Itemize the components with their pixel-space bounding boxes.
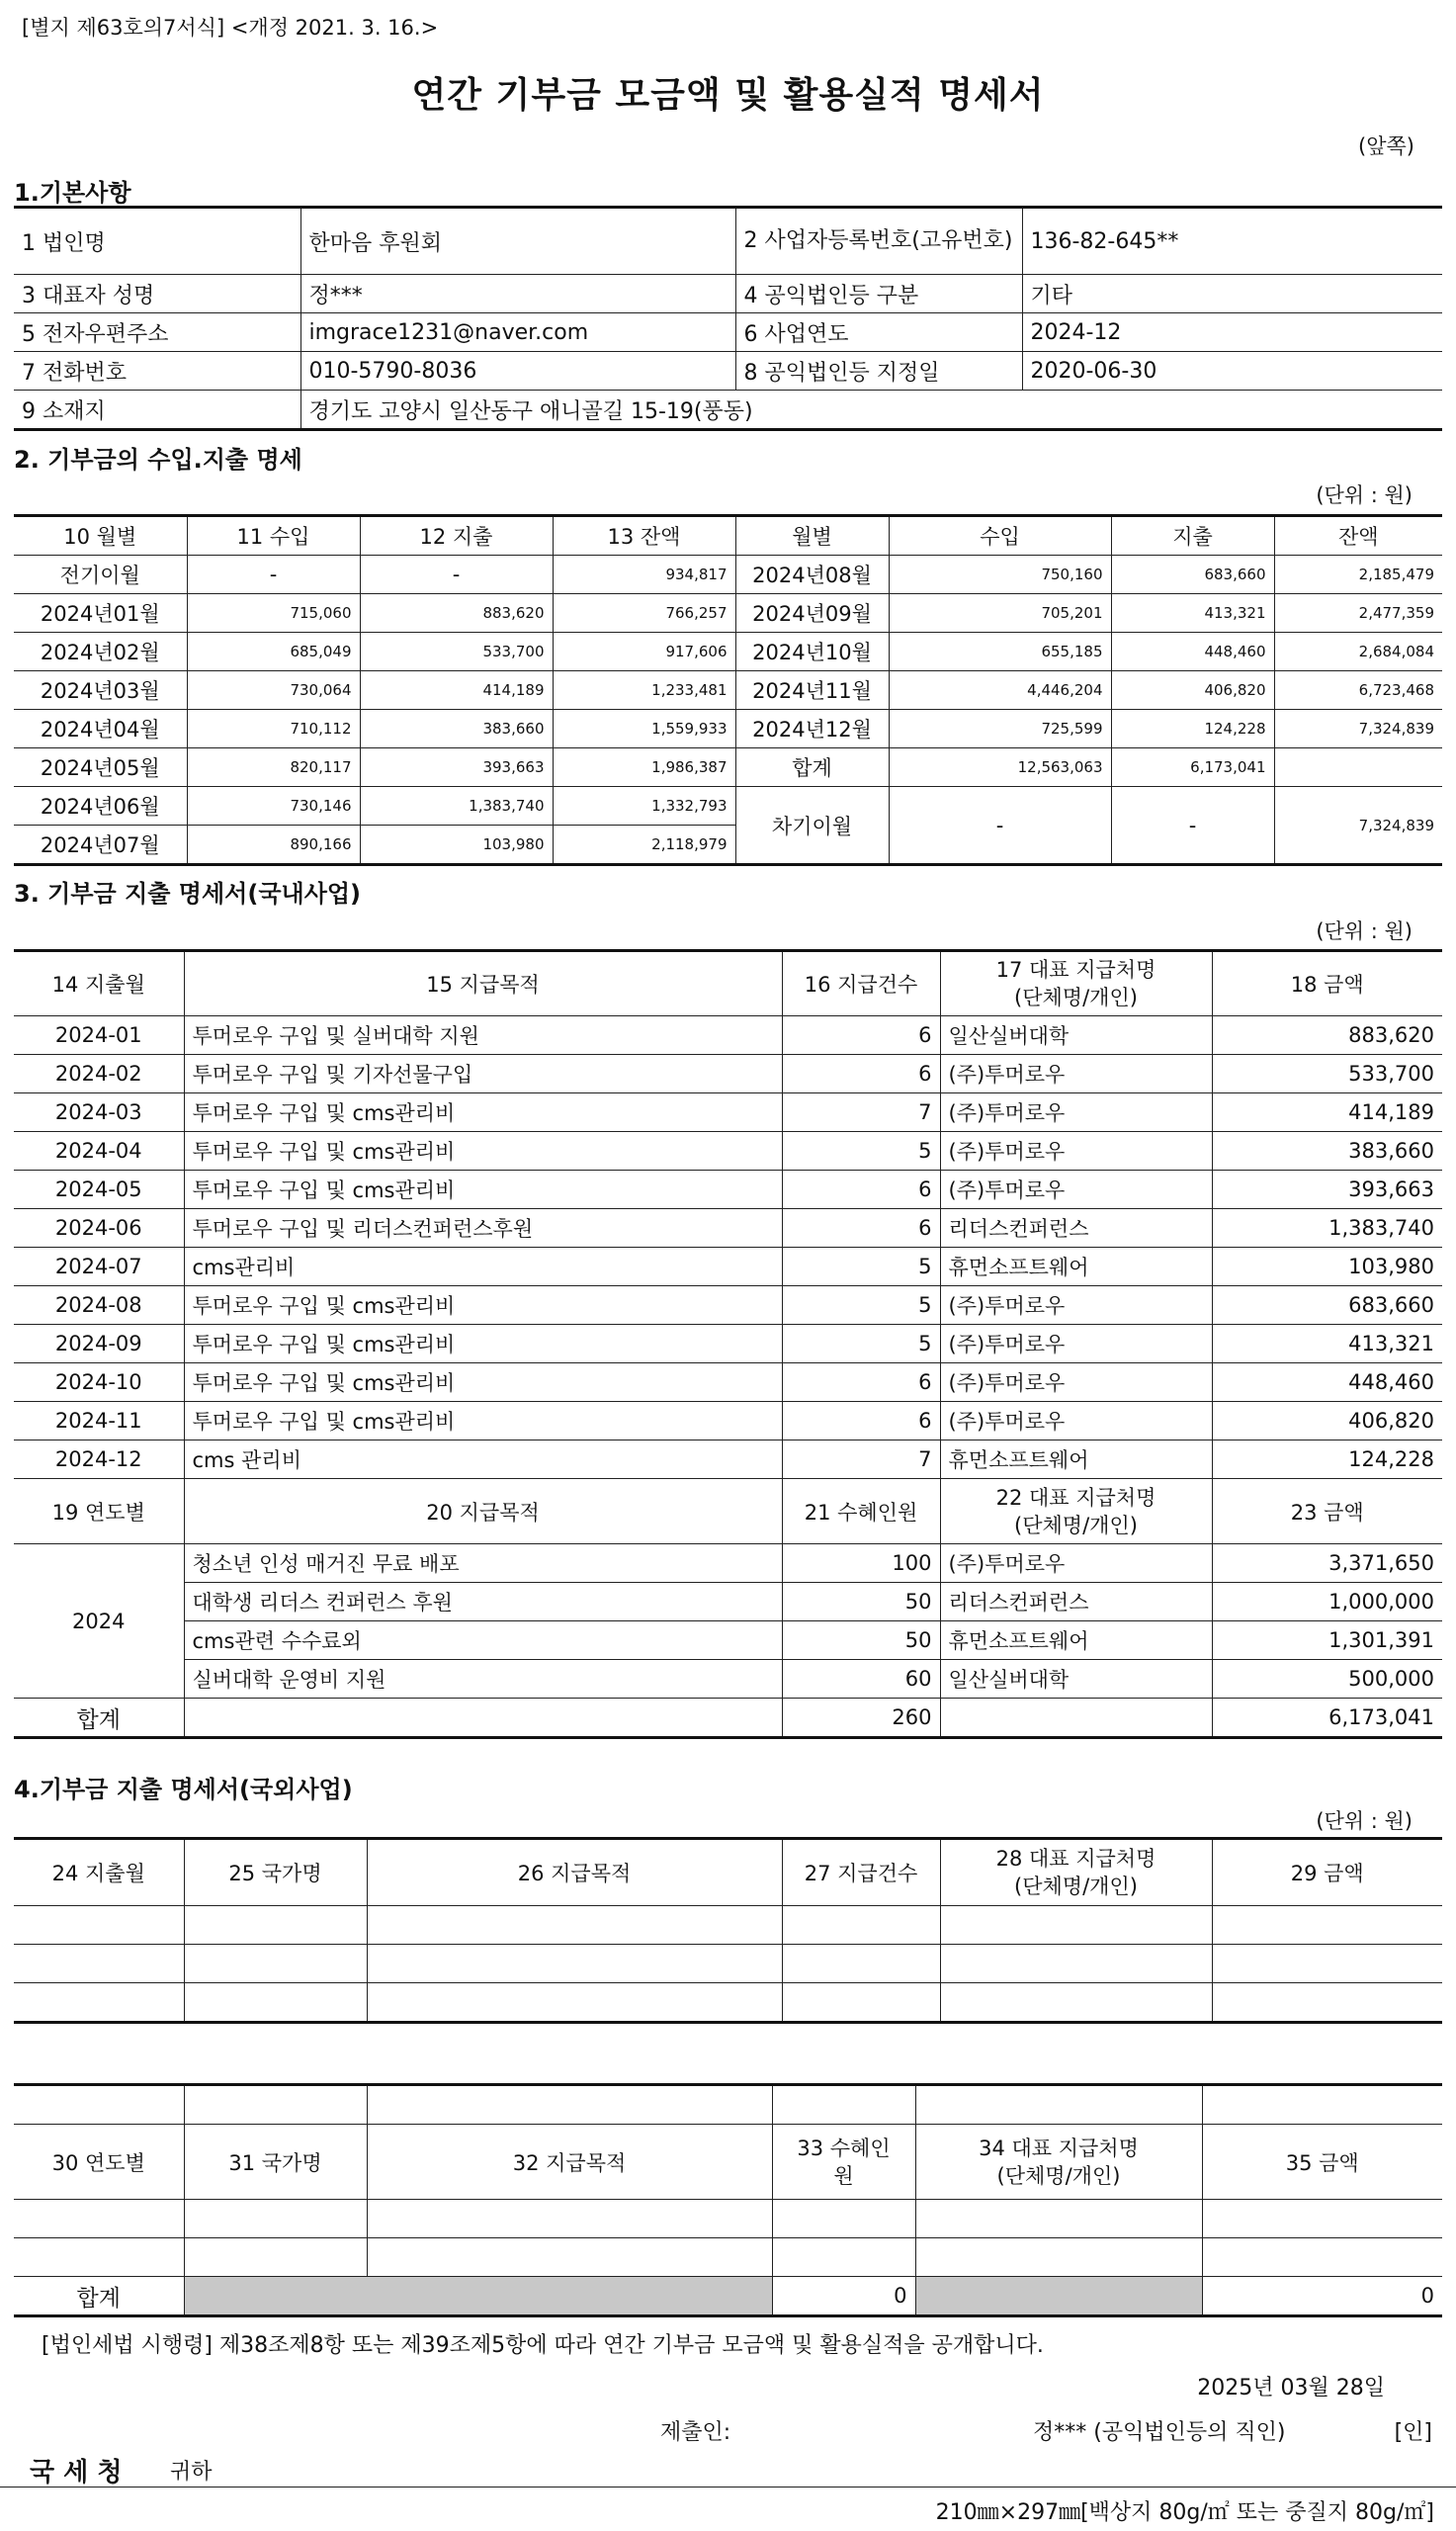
expense-cell: 1,383,740 bbox=[360, 787, 553, 826]
payee-cell: 휴먼소프트웨어 bbox=[940, 1248, 1212, 1286]
col-header: 32 지급목적 bbox=[367, 2125, 772, 2200]
table-row bbox=[14, 671, 1442, 710]
col-header: 30 연도별 bbox=[14, 2125, 184, 2200]
total-gray-cell bbox=[184, 2277, 772, 2316]
amount-cell: 383,660 bbox=[1212, 1132, 1442, 1171]
payee-cell: (주)투머로우 bbox=[940, 1171, 1212, 1209]
col-header: 21 수혜인원 bbox=[782, 1479, 940, 1544]
corp-type-value: 기타 bbox=[1022, 275, 1442, 313]
payee-cell: (주)투머로우 bbox=[940, 1402, 1212, 1440]
income-cell: 750,160 bbox=[889, 556, 1111, 594]
section-4-unit: (단위 : 원) bbox=[1316, 1809, 1413, 1833]
col-header: 수입 bbox=[889, 516, 1111, 556]
amount-cell: 414,189 bbox=[1212, 1093, 1442, 1132]
carry-forward-expense: - bbox=[1111, 787, 1274, 865]
table-row bbox=[14, 1132, 1442, 1171]
count-cell: 5 bbox=[782, 1325, 940, 1363]
month-cell: 2024년10월 bbox=[735, 633, 889, 671]
income-cell: 730,146 bbox=[187, 787, 360, 826]
month-cell: 2024-07 bbox=[14, 1248, 184, 1286]
col-header: 22 대표 지급처명 (단체명/개인) bbox=[940, 1479, 1212, 1544]
payee-cell: (주)투머로우 bbox=[940, 1325, 1212, 1363]
income-cell: 820,117 bbox=[187, 748, 360, 787]
expense-cell: 883,620 bbox=[360, 594, 553, 633]
purpose-cell: cms 관리비 bbox=[184, 1440, 782, 1479]
income-cell: 710,112 bbox=[187, 710, 360, 748]
section-4-title: 4.기부금 지출 명세서(국외사업) bbox=[14, 1776, 353, 1803]
col-header: 28 대표 지급처명 (단체명/개인) bbox=[940, 1839, 1212, 1906]
balance-cell: 934,817 bbox=[553, 556, 735, 594]
month-cell: 2024년05월 bbox=[14, 748, 187, 787]
payee-cell: 리더스컨퍼런스 bbox=[940, 1209, 1212, 1248]
month-cell: 2024년03월 bbox=[14, 671, 187, 710]
amount-cell: 124,228 bbox=[1212, 1440, 1442, 1479]
col-header: 10 월별 bbox=[14, 516, 187, 556]
carry-forward-balance: 7,324,839 bbox=[1274, 787, 1442, 865]
payee-cell: (주)투머로우 bbox=[940, 1286, 1212, 1325]
payee-cell: (주)투머로우 bbox=[940, 1093, 1212, 1132]
amount-cell: 500,000 bbox=[1212, 1660, 1442, 1699]
amount-cell: 1,383,740 bbox=[1212, 1209, 1442, 1248]
table-row bbox=[14, 1660, 1442, 1699]
col-header: 16 지급건수 bbox=[782, 951, 940, 1016]
expense-cell: 393,663 bbox=[360, 748, 553, 787]
count-cell: 6 bbox=[782, 1209, 940, 1248]
purpose-cell: cms관련 수수료외 bbox=[184, 1621, 782, 1660]
amount-cell: 1,000,000 bbox=[1212, 1583, 1442, 1621]
expense-cell: 406,820 bbox=[1111, 671, 1274, 710]
expense-cell: - bbox=[360, 556, 553, 594]
corp-name-value: 한마음 후원회 bbox=[300, 208, 735, 275]
table-row bbox=[14, 1363, 1442, 1402]
col-header: 18 금액 bbox=[1212, 951, 1442, 1016]
submitter-label: 제출인: bbox=[660, 2420, 731, 2445]
section-2-unit: (단위 : 원) bbox=[1316, 483, 1413, 507]
total-gray-cell bbox=[915, 2277, 1202, 2316]
phone-label: 7 전화번호 bbox=[14, 352, 300, 391]
section-3-title: 3. 기부금 지출 명세서(국내사업) bbox=[14, 880, 362, 908]
month-cell: 2024년07월 bbox=[14, 826, 187, 865]
month-cell: 2024-02 bbox=[14, 1055, 184, 1093]
purpose-cell: 투머로우 구입 및 기자선물구입 bbox=[184, 1055, 782, 1093]
col-header: 34 대표 지급처명 (단체명/개인) bbox=[915, 2125, 1202, 2200]
address-label: 9 소재지 bbox=[14, 391, 300, 430]
payee-cell: 리더스컨퍼런스 bbox=[940, 1583, 1212, 1621]
month-cell: 2024년11월 bbox=[735, 671, 889, 710]
section-2-title: 2. 기부금의 수입.지출 명세 bbox=[14, 446, 302, 474]
total-count: 260 bbox=[782, 1699, 940, 1738]
count-cell: 6 bbox=[782, 1363, 940, 1402]
table-row bbox=[14, 1621, 1442, 1660]
amount-cell: 406,820 bbox=[1212, 1402, 1442, 1440]
basic-row bbox=[14, 208, 1442, 275]
purpose-cell: 투머로우 구입 및 cms관리비 bbox=[184, 1093, 782, 1132]
col-header: 25 국가명 bbox=[184, 1839, 367, 1906]
purpose-cell: 투머로우 구입 및 cms관리비 bbox=[184, 1325, 782, 1363]
month-cell: 2024-12 bbox=[14, 1440, 184, 1479]
table-row bbox=[14, 594, 1442, 633]
amount-cell: 393,663 bbox=[1212, 1171, 1442, 1209]
section-3-unit: (단위 : 원) bbox=[1316, 919, 1413, 943]
col-header: 35 금액 bbox=[1202, 2125, 1442, 2200]
basic-row bbox=[14, 313, 1442, 352]
table-row bbox=[14, 1171, 1442, 1209]
table-row bbox=[14, 2238, 1442, 2277]
year-cell: 2024 bbox=[14, 1544, 184, 1699]
payee-cell: 휴먼소프트웨어 bbox=[940, 1440, 1212, 1479]
table-row bbox=[14, 1945, 1442, 1983]
carry-forward-income: - bbox=[889, 787, 1111, 865]
purpose-cell: cms관리비 bbox=[184, 1248, 782, 1286]
total-count: 0 bbox=[772, 2277, 915, 2316]
overseas-expense-table bbox=[14, 1837, 1442, 2024]
balance-cell: 1,559,933 bbox=[553, 710, 735, 748]
purpose-cell: 청소년 인성 매거진 무료 배포 bbox=[184, 1544, 782, 1583]
month-cell: 2024년09월 bbox=[735, 594, 889, 633]
payee-cell: (주)투머로우 bbox=[940, 1363, 1212, 1402]
total-balance bbox=[1274, 748, 1442, 787]
payee-cell: 일산실버대학 bbox=[940, 1660, 1212, 1699]
table-row bbox=[14, 2200, 1442, 2238]
expense-cell: 683,660 bbox=[1111, 556, 1274, 594]
month-cell: 2024년01월 bbox=[14, 594, 187, 633]
rep-name-value: 정*** bbox=[300, 275, 735, 313]
col-header: 23 금액 bbox=[1212, 1479, 1442, 1544]
table-row bbox=[14, 1325, 1442, 1363]
col-header: 24 지출월 bbox=[14, 1839, 184, 1906]
month-cell: 2024년08월 bbox=[735, 556, 889, 594]
purpose-cell: 대학생 리더스 컨퍼런스 후원 bbox=[184, 1583, 782, 1621]
month-cell: 2024-03 bbox=[14, 1093, 184, 1132]
paper-spec: 210㎜×297㎜[백상지 80g/㎡ 또는 중질지 80g/㎡] bbox=[935, 2500, 1434, 2525]
beneficiaries-cell: 100 bbox=[782, 1544, 940, 1583]
payee-cell: (주)투머로우 bbox=[940, 1132, 1212, 1171]
payee-cell: 일산실버대학 bbox=[940, 1016, 1212, 1055]
basic-info-table bbox=[14, 206, 1442, 431]
purpose-cell: 투머로우 구입 및 실버대학 지원 bbox=[184, 1016, 782, 1055]
amount-cell: 1,301,391 bbox=[1212, 1621, 1442, 1660]
count-cell: 7 bbox=[782, 1093, 940, 1132]
total-amount: 6,173,041 bbox=[1212, 1699, 1442, 1738]
income-cell: 890,166 bbox=[187, 826, 360, 865]
total-amount: 0 bbox=[1202, 2277, 1442, 2316]
col-header: 월별 bbox=[735, 516, 889, 556]
month-cell: 2024-01 bbox=[14, 1016, 184, 1055]
col-header: 잔액 bbox=[1274, 516, 1442, 556]
month-cell: 2024-06 bbox=[14, 1209, 184, 1248]
col-header: 12 지출 bbox=[360, 516, 553, 556]
table-row bbox=[14, 787, 1442, 826]
total-expense: 6,173,041 bbox=[1111, 748, 1274, 787]
col-header: 11 수입 bbox=[187, 516, 360, 556]
designation-date-label: 8 공익법인등 지정일 bbox=[735, 352, 1022, 391]
balance-cell: 766,257 bbox=[553, 594, 735, 633]
month-cell: 2024년04월 bbox=[14, 710, 187, 748]
month-cell: 2024년02월 bbox=[14, 633, 187, 671]
amount-cell: 103,980 bbox=[1212, 1248, 1442, 1286]
amount-cell: 448,460 bbox=[1212, 1363, 1442, 1402]
expense-cell: 414,189 bbox=[360, 671, 553, 710]
expense-cell: 533,700 bbox=[360, 633, 553, 671]
biz-number-value: 136-82-645** bbox=[1022, 208, 1442, 275]
beneficiaries-cell: 60 bbox=[782, 1660, 940, 1699]
front-side-label: (앞쪽) bbox=[1358, 134, 1414, 158]
beneficiaries-cell: 50 bbox=[782, 1621, 940, 1660]
total-income: 12,563,063 bbox=[889, 748, 1111, 787]
expense-cell: 383,660 bbox=[360, 710, 553, 748]
email-value: imgrace1231@naver.com bbox=[300, 313, 735, 352]
expense-cell: 448,460 bbox=[1111, 633, 1274, 671]
phone-value: 010-5790-8036 bbox=[300, 352, 735, 391]
table-row bbox=[14, 1583, 1442, 1621]
count-cell: 6 bbox=[782, 1055, 940, 1093]
month-cell: 2024-08 bbox=[14, 1286, 184, 1325]
legal-statement: [법인세법 시행령] 제38조제8항 또는 제39조제5항에 따라 연간 기부금 모금액 및 활용실적을 공개합니다. bbox=[42, 2333, 1044, 2358]
amount-cell: 683,660 bbox=[1212, 1286, 1442, 1325]
col-header: 13 잔액 bbox=[553, 516, 735, 556]
total-label: 합계 bbox=[14, 1699, 184, 1738]
month-cell: 2024-09 bbox=[14, 1325, 184, 1363]
col-header: 19 연도별 bbox=[14, 1479, 184, 1544]
balance-cell: 1,233,481 bbox=[553, 671, 735, 710]
table-row bbox=[14, 1906, 1442, 1945]
total-payee bbox=[940, 1699, 1212, 1738]
tax-office: 국 세 청 bbox=[30, 2458, 123, 2487]
col-header: 26 지급목적 bbox=[367, 1839, 782, 1906]
income-cell: 4,446,204 bbox=[889, 671, 1111, 710]
submitter-name: 정*** (공익법인등의 직인) bbox=[1033, 2420, 1286, 2445]
purpose-cell: 투머로우 구입 및 리더스컨퍼런스후원 bbox=[184, 1209, 782, 1248]
balance-cell: 917,606 bbox=[553, 633, 735, 671]
address-value: 경기도 고양시 일산동구 애니골길 15-19(풍동) bbox=[300, 391, 1442, 430]
income-cell: - bbox=[187, 556, 360, 594]
table-row bbox=[14, 1286, 1442, 1325]
basic-row bbox=[14, 275, 1442, 313]
col-header: 31 국가명 bbox=[184, 2125, 367, 2200]
overseas-yearly-table bbox=[14, 2083, 1442, 2317]
income-cell: 685,049 bbox=[187, 633, 360, 671]
fiscal-year-value: 2024-12 bbox=[1022, 313, 1442, 352]
count-cell: 5 bbox=[782, 1132, 940, 1171]
total-purpose bbox=[184, 1699, 782, 1738]
month-cell: 2024-11 bbox=[14, 1402, 184, 1440]
rep-name-label: 3 대표자 성명 bbox=[14, 275, 300, 313]
month-cell: 2024-10 bbox=[14, 1363, 184, 1402]
beneficiaries-cell: 50 bbox=[782, 1583, 940, 1621]
amount-cell: 533,700 bbox=[1212, 1055, 1442, 1093]
page-title: 연간 기부금 모금액 및 활용실적 명세서 bbox=[411, 75, 1045, 116]
col-header: 27 지급건수 bbox=[782, 1839, 940, 1906]
month-cell: 2024년12월 bbox=[735, 710, 889, 748]
table-row bbox=[14, 1983, 1442, 2023]
month-cell: 전기이월 bbox=[14, 556, 187, 594]
total-label: 합계 bbox=[735, 748, 889, 787]
table-row bbox=[14, 1016, 1442, 1055]
domestic-expense-table bbox=[14, 949, 1442, 1739]
purpose-cell: 투머로우 구입 및 cms관리비 bbox=[184, 1286, 782, 1325]
count-cell: 5 bbox=[782, 1286, 940, 1325]
submission-date: 2025년 03월 28일 bbox=[1197, 2376, 1385, 2400]
col-header: 29 금액 bbox=[1212, 1839, 1442, 1906]
balance-cell: 2,684,084 bbox=[1274, 633, 1442, 671]
balance-cell: 1,986,387 bbox=[553, 748, 735, 787]
col-header: 33 수혜인 원 bbox=[772, 2125, 915, 2200]
basic-row bbox=[14, 391, 1442, 430]
fiscal-year-label: 6 사업연도 bbox=[735, 313, 1022, 352]
income-cell: 655,185 bbox=[889, 633, 1111, 671]
income-expense-table bbox=[14, 514, 1442, 866]
corp-name-label: 1 법인명 bbox=[14, 208, 300, 275]
form-number: [별지 제63호의7서식] <개정 2021. 3. 16.> bbox=[22, 16, 439, 40]
month-cell: 2024-05 bbox=[14, 1171, 184, 1209]
col-header: 14 지출월 bbox=[14, 951, 184, 1016]
total-label: 합계 bbox=[14, 2277, 184, 2316]
count-cell: 6 bbox=[782, 1171, 940, 1209]
purpose-cell: 투머로우 구입 및 cms관리비 bbox=[184, 1402, 782, 1440]
table-row bbox=[14, 2085, 1442, 2125]
designation-date-value: 2020-06-30 bbox=[1022, 352, 1442, 391]
section-1-title: 1.기본사항 bbox=[14, 179, 131, 207]
count-cell: 5 bbox=[782, 1248, 940, 1286]
month-cell: 2024년06월 bbox=[14, 787, 187, 826]
basic-row bbox=[14, 352, 1442, 391]
amount-cell: 3,371,650 bbox=[1212, 1544, 1442, 1583]
month-cell: 2024-04 bbox=[14, 1132, 184, 1171]
table-row bbox=[14, 1055, 1442, 1093]
table-row bbox=[14, 1440, 1442, 1479]
corp-type-label: 4 공익법인등 구분 bbox=[735, 275, 1022, 313]
table-row bbox=[14, 556, 1442, 594]
payee-cell: (주)투머로우 bbox=[940, 1055, 1212, 1093]
amount-cell: 413,321 bbox=[1212, 1325, 1442, 1363]
balance-cell: 1,332,793 bbox=[553, 787, 735, 826]
seal-mark: [인] bbox=[1394, 2420, 1432, 2445]
table-row bbox=[14, 1209, 1442, 1248]
biz-number-label: 2 사업자등록번호(고유번호) bbox=[735, 208, 1022, 275]
col-header: 15 지급목적 bbox=[184, 951, 782, 1016]
income-cell: 725,599 bbox=[889, 710, 1111, 748]
purpose-cell: 실버대학 운영비 지원 bbox=[184, 1660, 782, 1699]
table-row bbox=[14, 710, 1442, 748]
amount-cell: 883,620 bbox=[1212, 1016, 1442, 1055]
total-row bbox=[14, 2277, 1442, 2316]
purpose-cell: 투머로우 구입 및 cms관리비 bbox=[184, 1132, 782, 1171]
purpose-cell: 투머로우 구입 및 cms관리비 bbox=[184, 1171, 782, 1209]
expense-cell: 103,980 bbox=[360, 826, 553, 865]
expense-cell: 413,321 bbox=[1111, 594, 1274, 633]
col-header: 17 대표 지급처명 (단체명/개인) bbox=[940, 951, 1212, 1016]
table-row bbox=[14, 1544, 1442, 1583]
table-row bbox=[14, 1402, 1442, 1440]
balance-cell: 2,477,359 bbox=[1274, 594, 1442, 633]
total-row bbox=[14, 1699, 1442, 1738]
carry-forward-label: 차기이월 bbox=[735, 787, 889, 865]
payee-cell: 휴먼소프트웨어 bbox=[940, 1621, 1212, 1660]
balance-cell: 2,185,479 bbox=[1274, 556, 1442, 594]
expense-cell: 124,228 bbox=[1111, 710, 1274, 748]
table-row bbox=[14, 748, 1442, 787]
honorific: 귀하 bbox=[170, 2460, 213, 2485]
count-cell: 6 bbox=[782, 1402, 940, 1440]
income-cell: 705,201 bbox=[889, 594, 1111, 633]
income-cell: 730,064 bbox=[187, 671, 360, 710]
table-row bbox=[14, 633, 1442, 671]
balance-cell: 6,723,468 bbox=[1274, 671, 1442, 710]
table-row bbox=[14, 1093, 1442, 1132]
payee-cell: (주)투머로우 bbox=[940, 1544, 1212, 1583]
count-cell: 7 bbox=[782, 1440, 940, 1479]
table-row bbox=[14, 1248, 1442, 1286]
col-header: 20 지급목적 bbox=[184, 1479, 782, 1544]
balance-cell: 7,324,839 bbox=[1274, 710, 1442, 748]
email-label: 5 전자우편주소 bbox=[14, 313, 300, 352]
purpose-cell: 투머로우 구입 및 cms관리비 bbox=[184, 1363, 782, 1402]
count-cell: 6 bbox=[782, 1016, 940, 1055]
balance-cell: 2,118,979 bbox=[553, 826, 735, 865]
income-cell: 715,060 bbox=[187, 594, 360, 633]
col-header: 지출 bbox=[1111, 516, 1274, 556]
